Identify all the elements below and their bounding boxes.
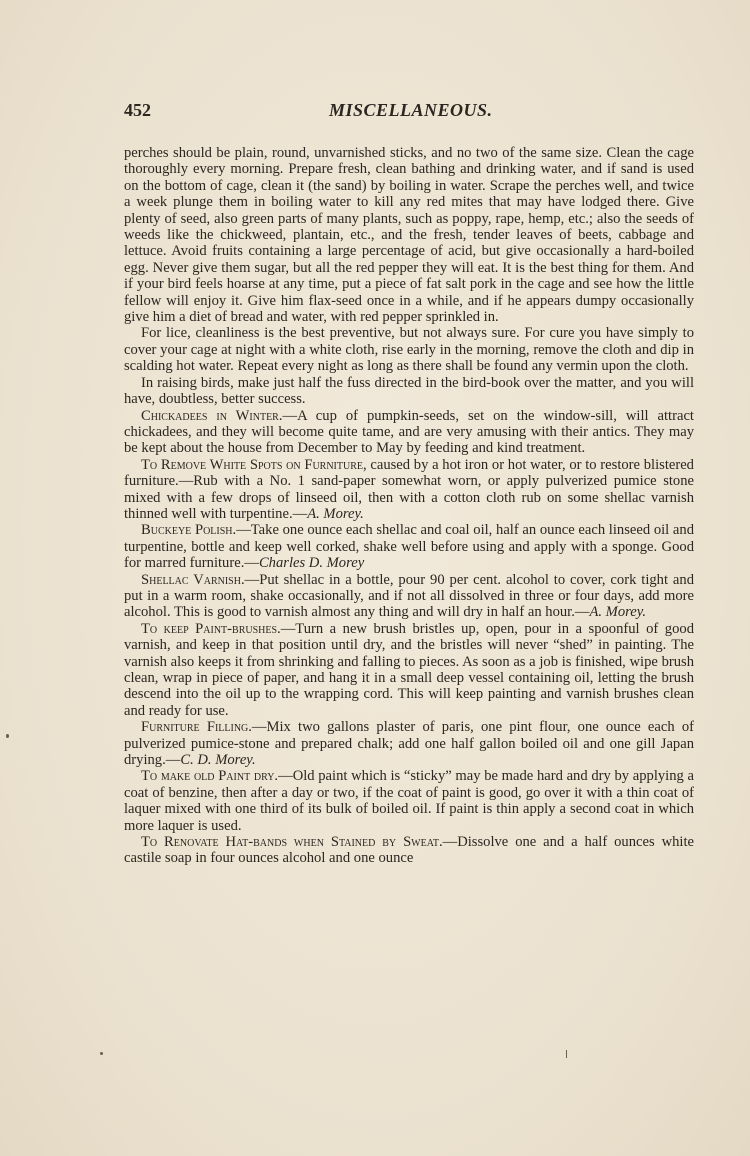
paragraph-raising-birds [124,375,694,408]
recipe-paint-brushes [124,621,694,719]
book-page [124,100,694,867]
recipe-white-spots [124,457,694,523]
recipe-buckeye-polish [124,522,694,571]
recipe-signature: A. Morey. [589,604,647,621]
recipe-hat-bands [124,834,694,867]
page-header [124,100,694,130]
recipe-signature: C. D. Morey. [180,752,256,769]
recipe-shellac-varnish [124,572,694,621]
paragraph-lice [124,325,694,374]
paper-speck [100,1052,103,1055]
recipe-text: —Mix two gallons plaster of paris, one pint flour, one ounce each of pulverized pumice-stone and prepared chalk; add one half gallon boiled oil and one gill Japan drying.— [124,719,694,769]
recipe-text: —Take one ounce each shellac and coal oil, half an ounce each linseed oil and turpentine, bottle and keep well corked, shake well before using and apply with a sponge. Good for marred furniture.— [124,522,694,572]
recipe-text: —Old paint which is “sticky” may be made hard and dry by applying a coat of benzine, then after a day or two, if the coat of paint is good, go over it with a thin coat of laquer mixed with one third of its bulk of boiled oil. If paint is thin apply a second coat in which more laquer is used. [124,768,694,834]
paragraph-text: For lice, cleanliness is the best preventive, but not always sure. For cure you have simply to cover your cage at night with a white cloth, rise early in the morning, remove the cloth and dip in scalding hot water. Repeat every night as long as there shall be found any vermin upon the cloth. [124,325,694,375]
recipe-heading: Chickadees in Winter. [141,407,283,424]
recipe-heading: Buckeye Polish. [141,522,237,539]
running-head: MISCELLANEOUS. [329,100,493,120]
recipe-text: caused by a hot iron or hot water, or to restore blistered furniture.—Rub with a No. 1 sand-paper somewhat worn, or apply pulverized pumice stone mixed with a few drops of linseed oil, then with a cotton cloth rub on some shellac varnish thinned well with turpentine.— [124,456,694,522]
paragraph-bird-care [124,145,694,325]
page-number: 452 [124,100,151,120]
recipe-furniture-filling [124,719,694,768]
recipe-text: —A cup of pumpkin-seeds, set on the window-sill, will attract chickadees, and they will become quite tame, and are very amusing with their antics. They may be kept about the house from December to May by feeding and kind treatment. [124,407,694,457]
recipe-heading: To Renovate Hat-bands when Stained by Sweat. [141,834,443,851]
recipe-heading: To keep Paint-brushes. [141,620,281,637]
recipe-heading: Furniture Filling. [141,719,252,736]
recipe-heading: To make old Paint dry. [141,768,279,785]
recipe-text: —Dissolve one and a half ounces white castile soap in four ounces alcohol and one ounce [124,834,694,867]
body-text [124,145,694,867]
paragraph-text: perches should be plain, round, unvarnished sticks, and no two of the same size. Clean the cage thoroughly every morning. Prepare fresh, clean bathing and drinking water, and if sand is used on the bottom of cage, clean it (the sand) by boiling in water. Scrape the perches well, and twice a week plunge them in boiling water to kill any red mites that may have lodged there. Give plenty of seed, also green parts of many plants, such as poppy, rape, hemp, etc.; also the seeds of weeds like the chickweed, plantain, etc., and the fresh, tender leaves of beets, cabbage and lettuce. Avoid fruits containing a large percentage of acid, but give occasionally a hard-boiled egg. Never give them sugar, but all the red pepper they will eat. It is the best thing for them. And if your bird feels hoarse at any time, put a piece of fat salt pork in the cage and see how the little fellow will enjoy it. Give him flax-seed once in a while, and if he appears dumpy occasionally give him a diet of bread and water, with red pepper sprinkled in. [124,145,694,326]
recipe-signature: A. Morey. [307,505,364,522]
paragraph-text: In raising birds, make just half the fuss directed in the bird-book over the matter, and you will have, doubtless, better success. [124,374,694,408]
recipe-heading: To Remove White Spots on Furniture, [141,456,367,473]
recipe-old-paint [124,768,694,834]
recipe-chickadees [124,408,694,457]
recipe-text: —Turn a new brush bristles up, open, pour in a spoonful of good varnish, and keep in that position until dry, and the bristles will never “shed” in painting. The varnish also keeps it from shrinking and falling to pieces. As soon as a job is finished, wipe brush clean, wrap in piece of paper, and hang it in a small deep vessel containing oil, letting the brush descend into the oil up to the wrapping cord. This will keep painting and varnish brushes clean and ready for use. [124,620,694,719]
recipe-signature: Charles D. Morey [258,555,365,572]
paper-speck [6,734,9,738]
paper-speck [566,1050,567,1058]
recipe-heading: Shellac Varnish. [141,571,245,588]
recipe-text: —Put shellac in a bottle, pour 90 per cent. alcohol to cover, cork tight and put in a warm room, shake occasionally, and if not all dissolved in three or four days, add more alcohol. This is good to varnish almost any thing and will dry in half an hour.— [124,571,694,621]
